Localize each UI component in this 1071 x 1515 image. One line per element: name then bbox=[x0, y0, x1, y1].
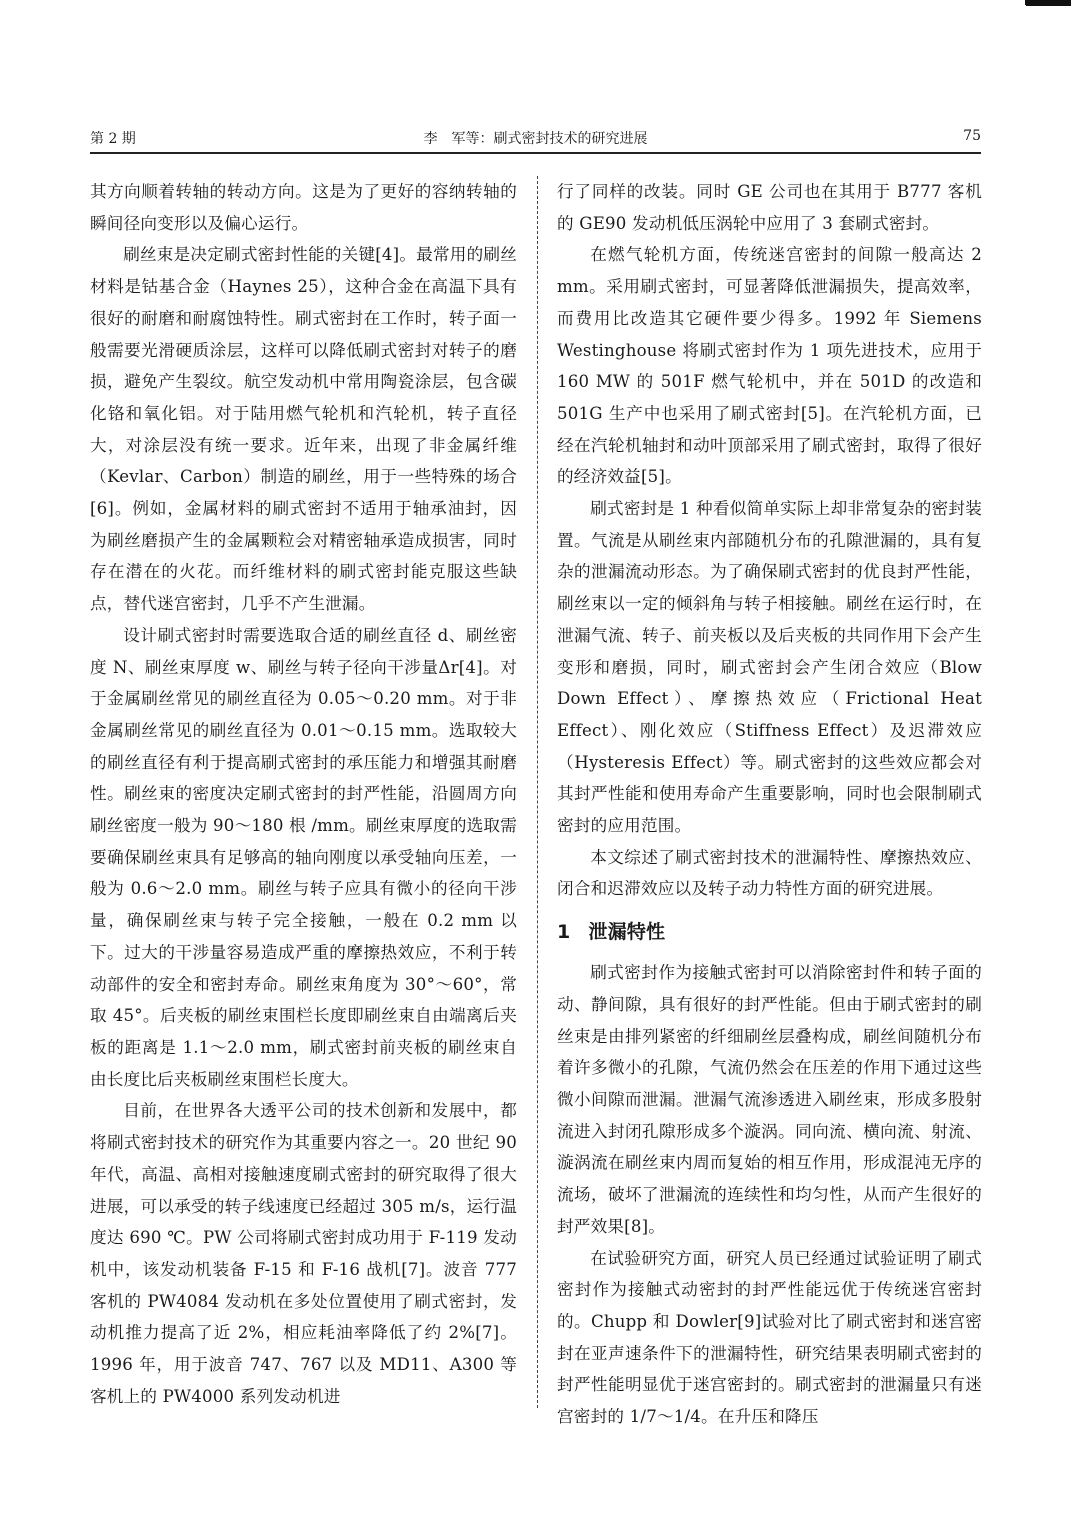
corner-mark bbox=[1025, 0, 1071, 6]
paragraph: 设计刷式密封时需要选取合适的刷丝直径 d、刷丝密度 N、刷丝束厚度 w、刷丝与转子径向干涉量Δr[4]。对于金属刷丝常见的刷丝直径为 0.05～0.20 mm。对于非金属刷丝常见的刷丝直径为 0.01～0.15 mm。选取较大的刷丝直径有利于提高刷式密封的承压能力和增强其耐磨性。刷丝束的密度决定刷式密封的封严性能，沿圆周方向刷丝密度一般为 90～180 根 /mm。刷丝束厚度的选取需要确保刷丝束具有足够高的轴向刚度以承受轴向压差，一般为 0.6～2.0 mm。刷丝与转子应具有微小的径向干涉量，确保刷丝束与转子完全接触，一般在 0.2 mm 以下。过大的干涉量容易造成严重的摩擦热效应，不利于转动部件的安全和密封寿命。刷丝束角度为 30°～60°，常取 45°。后夹板的刷丝束围栏长度即刷丝束自由端离后夹板的距离是 1.1～2.0 mm，刷式密封前夹板的刷丝束自由长度比后夹板刷丝束围栏长度大。 bbox=[90, 625, 517, 1089]
paragraph: 刷丝束是决定刷式密封性能的关键[4]。最常用的刷丝材料是钴基合金（Haynes 25），这种合金在高温下具有很好的耐磨和耐腐蚀特性。刷式密封在工作时，转子面一般需要光滑硬质涂层，这样可以降低刷式密封对转子的磨损，避免产生裂纹。航空发动机中常用陶瓷涂层，包含碳化铬和氧化铝。对于陆用燃气轮机和汽轮机，转子直径大，对涂层没有统一要求。近年来，出现了非金属纤维（Kevlar、Carbon）制造的刷丝，用于一些特殊的场合[6]。例如，金属材料的刷式密封不适用于轴承油封，因为刷丝磨损产生的金属颗粒会对精密轴承造成损害，同时存在潜在的火花。而纤维材料的刷式密封能克服这些缺点，替代迷宫密封，几乎不产生泄漏。 bbox=[90, 245, 517, 614]
running-header bbox=[90, 128, 981, 150]
paragraph: 行了同样的改装。同时 GE 公司也在其用于 B777 客机的 GE90 发动机低压涡轮中应用了 3 套刷式密封。 bbox=[557, 182, 982, 233]
left-column bbox=[90, 176, 517, 1412]
right-column bbox=[557, 176, 982, 1433]
paragraph: 刷式密封作为接触式密封可以消除密封件和转子面的动、静间隙，具有很好的封严性能。但由于刷式密封的刷丝束是由排列紧密的纤细刷丝层叠构成，刷丝间随机分布着许多微小的孔隙，气流仍然会在压差的作用下通过这些微小间隙而泄漏。泄漏气流渗透进入刷丝束，形成多股射流进入封闭孔隙形成多个漩涡。同向流、横向流、射流、漩涡流在刷丝束内周而复始的相互作用，形成混沌无序的流场，破坏了泄漏流的连续性和均匀性，从而产生很好的封严效果[8]。 bbox=[557, 963, 982, 1236]
paragraph: 目前，在世界各大透平公司的技术创新和发展中，都将刷式密封技术的研究作为其重要内容之一。20 世纪 90 年代，高温、高相对接触速度刷式密封的研究取得了很大进展，可以承受的转子线速度已经超过 305 m/s，运行温度达 690 ℃。PW 公司将刷式密封成功用于 F-119 发动机中，该发动机装备 F-15 和 F-16 战机[7]。波音 777 客机的 PW4084 发动机在多处位置使用了刷式密封，发动机推力提高了近 2%，相应耗油率降低了约 2%[7]。1996 年，用于波音 747、767 以及 MD11、A300 等客机上的 PW4000 系列发动机进 bbox=[90, 1101, 517, 1406]
issue-label: 第 2 期 bbox=[90, 131, 136, 147]
page-number: 75 bbox=[963, 128, 981, 144]
section-number: 1 bbox=[557, 921, 571, 944]
paragraph: 在燃气轮机方面，传统迷宫密封的间隙一般高达 2 mm。采用刷式密封，可显著降低泄漏损失，提高效率，而费用比改造其它硬件要少得多。1992 年 Siemens Westinghouse 将刷式密封作为 1 项先进技术，应用于 160 MW 的 501F 燃气轮机中，并在 501D 的改造和 501G 生产中也采用了刷式密封[5]。在汽轮机方面，已经在汽轮机轴封和动叶顶部采用了刷式密封，取得了很好的经济效益[5]。 bbox=[557, 245, 982, 487]
section-heading bbox=[557, 917, 982, 947]
paragraph: 其方向顺着转轴的转动方向。这是为了更好的容纳转轴的瞬间径向变形以及偏心运行。 bbox=[90, 182, 517, 233]
running-title: 李 军等：刷式密封技术的研究进展 bbox=[423, 131, 648, 147]
paragraph: 本文综述了刷式密封技术的泄漏特性、摩擦热效应、闭合和迟滞效应以及转子动力特性方面的研究进展。 bbox=[557, 847, 982, 899]
section-title: 泄漏特性 bbox=[588, 921, 666, 944]
column-divider bbox=[537, 176, 538, 1408]
header-rule bbox=[90, 152, 981, 154]
paragraph: 刷式密封是 1 种看似简单实际上却非常复杂的密封装置。气流是从刷丝束内部随机分布的孔隙泄漏的，具有复杂的泄漏流动形态。为了确保刷式密封的优良封严性能，刷丝束以一定的倾斜角与转子相接触。刷丝在运行时，在泄漏气流、转子、前夹板以及后夹板的共同作用下会产生变形和磨损，同时，刷式密封会产生闭合效应（Blow Down Effect）、摩擦热效应（Frictional Heat Effect）、刚化效应（Stiffness Effect）及迟滞效应（Hysteresis Effect）等。刷式密封的这些效应都会对其封严性能和使用寿命产生重要影响，同时也会限制刷式密封的应用范围。 bbox=[557, 499, 982, 836]
paragraph: 在试验研究方面，研究人员已经通过试验证明了刷式密封作为接触式动密封的封严性能远优于传统迷宫密封的。Chupp 和 Dowler[9]试验对比了刷式密封和迷宫密封在亚声速条件下的泄漏特性，研究结果表明刷式密封的封严性能明显优于迷宫密封的。刷式密封的泄漏量只有迷宫密封的 1/7～1/4。在升压和降压 bbox=[557, 1248, 982, 1427]
